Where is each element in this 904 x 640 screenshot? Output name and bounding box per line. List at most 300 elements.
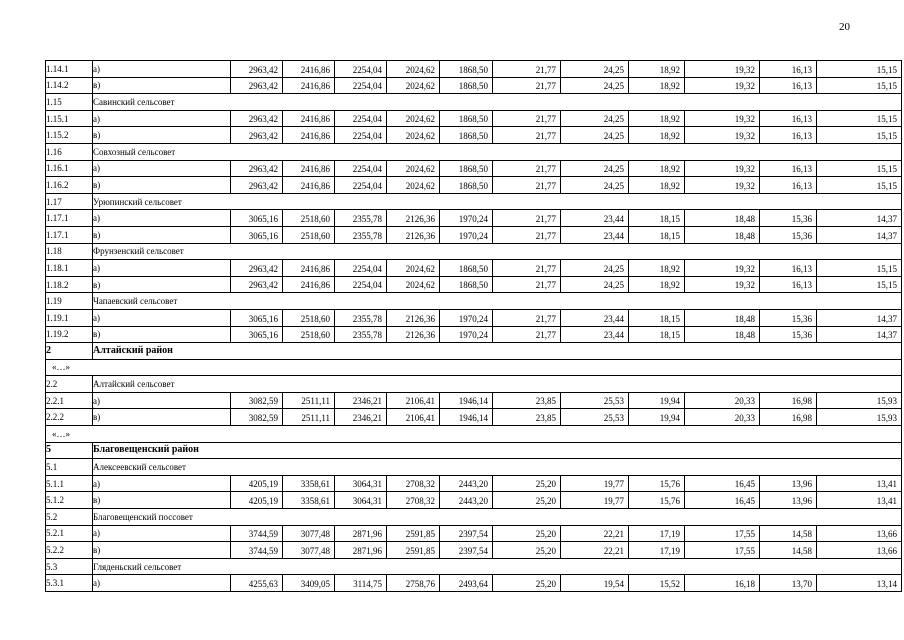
row-label: в): [93, 226, 231, 243]
value-cell: 16,98: [760, 392, 817, 409]
value-cell: 15,93: [817, 409, 902, 426]
table-row: [46, 525, 902, 542]
row-label: в): [93, 77, 231, 94]
value-cell: 20,33: [685, 392, 760, 409]
value-cell: 15,15: [817, 61, 902, 78]
value-cell: 18,92: [629, 127, 685, 144]
row-label: а): [93, 575, 231, 592]
value-cell: 1868,50: [440, 127, 493, 144]
section-header-row: [46, 509, 902, 526]
section-header-row: [46, 243, 902, 260]
value-cell: 2355,78: [335, 326, 387, 343]
row-number: 5.1.1: [46, 475, 93, 492]
value-cell: 14,37: [817, 210, 902, 227]
value-cell: 3114,75: [335, 575, 387, 592]
row-number: 1.19: [46, 293, 93, 310]
row-number: 1.18: [46, 243, 93, 260]
value-cell: 2024,62: [387, 110, 440, 127]
value-cell: 24,25: [561, 77, 629, 94]
row-number: 1.15: [46, 94, 93, 111]
value-cell: 2355,78: [335, 309, 387, 326]
value-cell: 16,13: [760, 61, 817, 78]
value-cell: 21,77: [493, 110, 561, 127]
district-header-row: [46, 442, 902, 459]
section-name: Фрунзенский сельсовет: [93, 243, 902, 260]
value-cell: 23,44: [561, 226, 629, 243]
value-cell: 4205,19: [231, 492, 283, 509]
value-cell: 19,32: [685, 260, 760, 277]
value-cell: 2024,62: [387, 177, 440, 194]
section-name: Алтайский сельсовет: [93, 376, 902, 393]
section-name: Урюпинский сельсовет: [93, 193, 902, 210]
value-cell: 13,66: [817, 542, 902, 559]
value-cell: 2254,04: [335, 61, 387, 78]
value-cell: 2397,54: [440, 525, 493, 542]
table-row: [46, 309, 902, 326]
value-cell: 14,58: [760, 525, 817, 542]
value-cell: 3409,05: [283, 575, 335, 592]
value-cell: 3082,59: [231, 392, 283, 409]
value-cell: 15,36: [760, 326, 817, 343]
value-cell: 2591,85: [387, 542, 440, 559]
section-name: Савинский сельсовет: [93, 94, 902, 111]
district-name: Благовещенский район: [93, 442, 902, 459]
value-cell: 2518,60: [283, 226, 335, 243]
value-cell: 2024,62: [387, 127, 440, 144]
row-number: 1.17.1: [46, 226, 93, 243]
value-cell: 19,32: [685, 276, 760, 293]
row-number: 1.18.2: [46, 276, 93, 293]
row-number: 5.2: [46, 509, 93, 526]
value-cell: 13,70: [760, 575, 817, 592]
value-cell: 18,15: [629, 226, 685, 243]
table-row: [46, 409, 902, 426]
row-number: 1.16.2: [46, 177, 93, 194]
value-cell: 24,25: [561, 160, 629, 177]
value-cell: 2511,11: [283, 409, 335, 426]
value-cell: 2493,64: [440, 575, 493, 592]
row-label: а): [93, 110, 231, 127]
value-cell: 14,37: [817, 309, 902, 326]
district-header-row: [46, 343, 902, 360]
value-cell: 19,94: [629, 409, 685, 426]
value-cell: 2416,86: [283, 276, 335, 293]
value-cell: 1970,24: [440, 210, 493, 227]
row-number: 1.18.1: [46, 260, 93, 277]
row-number: 1.14.2: [46, 77, 93, 94]
row-number: 5.3.1: [46, 575, 93, 592]
table-row: [46, 77, 902, 94]
value-cell: 18,48: [685, 309, 760, 326]
table-row: [46, 392, 902, 409]
row-label: в): [93, 177, 231, 194]
row-number: 2.2: [46, 376, 93, 393]
value-cell: 14,37: [817, 226, 902, 243]
district-name: Алтайский район: [93, 343, 902, 360]
value-cell: 19,32: [685, 61, 760, 78]
value-cell: 16,98: [760, 409, 817, 426]
value-cell: 2591,85: [387, 525, 440, 542]
value-cell: 21,77: [493, 160, 561, 177]
value-cell: 1868,50: [440, 260, 493, 277]
value-cell: 25,20: [493, 525, 561, 542]
value-cell: 15,52: [629, 575, 685, 592]
table-row: [46, 326, 902, 343]
value-cell: 3065,16: [231, 309, 283, 326]
value-cell: 2416,86: [283, 61, 335, 78]
value-cell: 18,15: [629, 326, 685, 343]
value-cell: 1970,24: [440, 326, 493, 343]
row-label: а): [93, 160, 231, 177]
value-cell: 16,45: [685, 492, 760, 509]
value-cell: 16,18: [685, 575, 760, 592]
value-cell: 18,92: [629, 61, 685, 78]
value-cell: 18,92: [629, 276, 685, 293]
value-cell: 3064,31: [335, 475, 387, 492]
value-cell: 15,15: [817, 127, 902, 144]
value-cell: 2518,60: [283, 309, 335, 326]
value-cell: 4255,63: [231, 575, 283, 592]
value-cell: 22,21: [561, 525, 629, 542]
value-cell: 23,85: [493, 409, 561, 426]
value-cell: 13,96: [760, 492, 817, 509]
value-cell: 1946,14: [440, 409, 493, 426]
value-cell: 15,76: [629, 475, 685, 492]
value-cell: 13,41: [817, 475, 902, 492]
value-cell: 16,13: [760, 276, 817, 293]
value-cell: 2708,32: [387, 492, 440, 509]
value-cell: 2871,96: [335, 525, 387, 542]
value-cell: 18,92: [629, 110, 685, 127]
value-cell: 23,44: [561, 309, 629, 326]
value-cell: 16,13: [760, 127, 817, 144]
tariff-table: [45, 60, 902, 592]
row-number: 2.2.2: [46, 409, 93, 426]
value-cell: 18,15: [629, 210, 685, 227]
value-cell: 19,32: [685, 110, 760, 127]
table-row: [46, 110, 902, 127]
value-cell: 2963,42: [231, 77, 283, 94]
value-cell: 21,77: [493, 210, 561, 227]
table-row: [46, 575, 902, 592]
value-cell: 24,25: [561, 127, 629, 144]
value-cell: 18,92: [629, 77, 685, 94]
value-cell: 17,55: [685, 525, 760, 542]
value-cell: 3077,48: [283, 542, 335, 559]
value-cell: 3744,59: [231, 542, 283, 559]
omission-row: [46, 359, 902, 376]
value-cell: 17,19: [629, 525, 685, 542]
value-cell: 2254,04: [335, 77, 387, 94]
row-number: 5.2.1: [46, 525, 93, 542]
value-cell: 2346,21: [335, 392, 387, 409]
value-cell: 24,25: [561, 276, 629, 293]
row-number: 1.15.2: [46, 127, 93, 144]
value-cell: 16,13: [760, 177, 817, 194]
value-cell: 2126,36: [387, 309, 440, 326]
value-cell: 14,37: [817, 326, 902, 343]
row-label: в): [93, 409, 231, 426]
page-number: 20: [839, 21, 850, 33]
row-label: в): [93, 492, 231, 509]
value-cell: 2518,60: [283, 326, 335, 343]
row-label: а): [93, 210, 231, 227]
section-name: Благовещенский поссовет: [93, 509, 902, 526]
value-cell: 15,15: [817, 276, 902, 293]
value-cell: 23,44: [561, 210, 629, 227]
value-cell: 16,13: [760, 160, 817, 177]
table-row: [46, 177, 902, 194]
value-cell: 15,15: [817, 77, 902, 94]
value-cell: 3082,59: [231, 409, 283, 426]
omission-row: [46, 426, 902, 443]
value-cell: 15,15: [817, 160, 902, 177]
row-number: 1.17.1: [46, 210, 93, 227]
table-row: [46, 492, 902, 509]
value-cell: 2024,62: [387, 77, 440, 94]
value-cell: 2416,86: [283, 177, 335, 194]
table-row: [46, 475, 902, 492]
value-cell: 19,94: [629, 392, 685, 409]
value-cell: 15,15: [817, 110, 902, 127]
row-number: 1.19.1: [46, 309, 93, 326]
row-label: а): [93, 475, 231, 492]
value-cell: 2126,36: [387, 326, 440, 343]
section-name: Совхозный сельсовет: [93, 143, 902, 160]
value-cell: 16,13: [760, 110, 817, 127]
value-cell: 2254,04: [335, 160, 387, 177]
value-cell: 1868,50: [440, 61, 493, 78]
row-label: а): [93, 309, 231, 326]
omission-marker: «…»: [46, 426, 902, 443]
value-cell: 2443,20: [440, 492, 493, 509]
value-cell: 3065,16: [231, 226, 283, 243]
table-row: [46, 542, 902, 559]
section-header-row: [46, 143, 902, 160]
section-header-row: [46, 293, 902, 310]
value-cell: 20,33: [685, 409, 760, 426]
value-cell: 2416,86: [283, 160, 335, 177]
row-label: в): [93, 326, 231, 343]
value-cell: 15,76: [629, 492, 685, 509]
row-label: в): [93, 127, 231, 144]
value-cell: 2254,04: [335, 110, 387, 127]
value-cell: 23,44: [561, 326, 629, 343]
value-cell: 2024,62: [387, 61, 440, 78]
value-cell: 3065,16: [231, 326, 283, 343]
value-cell: 15,36: [760, 226, 817, 243]
value-cell: 18,92: [629, 260, 685, 277]
value-cell: 1868,50: [440, 77, 493, 94]
value-cell: 2355,78: [335, 226, 387, 243]
section-header-row: [46, 376, 902, 393]
value-cell: 2024,62: [387, 276, 440, 293]
value-cell: 1868,50: [440, 110, 493, 127]
value-cell: 18,48: [685, 226, 760, 243]
value-cell: 15,36: [760, 309, 817, 326]
value-cell: 2126,36: [387, 210, 440, 227]
table-row: [46, 160, 902, 177]
value-cell: 2254,04: [335, 127, 387, 144]
value-cell: 18,15: [629, 309, 685, 326]
table-row: [46, 260, 902, 277]
value-cell: 17,55: [685, 542, 760, 559]
value-cell: 2355,78: [335, 210, 387, 227]
value-cell: 1868,50: [440, 160, 493, 177]
value-cell: 17,19: [629, 542, 685, 559]
value-cell: 3064,31: [335, 492, 387, 509]
value-cell: 2963,42: [231, 127, 283, 144]
value-cell: 2254,04: [335, 260, 387, 277]
value-cell: 19,32: [685, 160, 760, 177]
value-cell: 2708,32: [387, 475, 440, 492]
value-cell: 16,13: [760, 260, 817, 277]
value-cell: 19,32: [685, 177, 760, 194]
value-cell: 25,53: [561, 409, 629, 426]
row-number: 5.3: [46, 558, 93, 575]
value-cell: 2963,42: [231, 276, 283, 293]
row-number: 1.16.1: [46, 160, 93, 177]
value-cell: 2106,41: [387, 409, 440, 426]
value-cell: 25,53: [561, 392, 629, 409]
row-number: 1.14.1: [46, 61, 93, 78]
value-cell: 19,77: [561, 492, 629, 509]
value-cell: 2963,42: [231, 160, 283, 177]
value-cell: 22,21: [561, 542, 629, 559]
value-cell: 13,14: [817, 575, 902, 592]
value-cell: 2871,96: [335, 542, 387, 559]
value-cell: 21,77: [493, 226, 561, 243]
value-cell: 2416,86: [283, 127, 335, 144]
value-cell: 2963,42: [231, 260, 283, 277]
value-cell: 2126,36: [387, 226, 440, 243]
value-cell: 19,77: [561, 475, 629, 492]
value-cell: 2518,60: [283, 210, 335, 227]
value-cell: 2416,86: [283, 110, 335, 127]
value-cell: 18,48: [685, 326, 760, 343]
row-number: 1.17: [46, 193, 93, 210]
value-cell: 3358,61: [283, 492, 335, 509]
value-cell: 21,77: [493, 61, 561, 78]
section-header-row: [46, 193, 902, 210]
value-cell: 21,77: [493, 77, 561, 94]
value-cell: 1868,50: [440, 177, 493, 194]
value-cell: 21,77: [493, 276, 561, 293]
value-cell: 15,36: [760, 210, 817, 227]
table-row: [46, 276, 902, 293]
value-cell: 24,25: [561, 260, 629, 277]
section-header-row: [46, 558, 902, 575]
table-row: [46, 61, 902, 78]
value-cell: 15,93: [817, 392, 902, 409]
value-cell: 21,77: [493, 309, 561, 326]
section-name: Чапаевский сельсовет: [93, 293, 902, 310]
value-cell: 2106,41: [387, 392, 440, 409]
table-body: [46, 61, 902, 592]
row-label: в): [93, 276, 231, 293]
value-cell: 2963,42: [231, 177, 283, 194]
value-cell: 3744,59: [231, 525, 283, 542]
value-cell: 2758,76: [387, 575, 440, 592]
row-number: 1.19.2: [46, 326, 93, 343]
value-cell: 2397,54: [440, 542, 493, 559]
value-cell: 2443,20: [440, 475, 493, 492]
value-cell: 13,66: [817, 525, 902, 542]
value-cell: 15,15: [817, 177, 902, 194]
table-row: [46, 226, 902, 243]
row-number: 5: [46, 442, 93, 459]
value-cell: 18,92: [629, 160, 685, 177]
value-cell: 21,77: [493, 177, 561, 194]
value-cell: 13,96: [760, 475, 817, 492]
value-cell: 21,77: [493, 260, 561, 277]
row-number: 2.2.1: [46, 392, 93, 409]
value-cell: 13,41: [817, 492, 902, 509]
value-cell: 2254,04: [335, 177, 387, 194]
omission-marker: «…»: [46, 359, 902, 376]
value-cell: 19,54: [561, 575, 629, 592]
value-cell: 21,77: [493, 127, 561, 144]
value-cell: 2024,62: [387, 160, 440, 177]
value-cell: 2416,86: [283, 77, 335, 94]
value-cell: 24,25: [561, 177, 629, 194]
value-cell: 3077,48: [283, 525, 335, 542]
table-row: [46, 210, 902, 227]
value-cell: 25,20: [493, 542, 561, 559]
value-cell: 2416,86: [283, 260, 335, 277]
row-number: 5.1: [46, 459, 93, 476]
section-header-row: [46, 94, 902, 111]
value-cell: 1868,50: [440, 276, 493, 293]
value-cell: 2511,11: [283, 392, 335, 409]
value-cell: 19,32: [685, 127, 760, 144]
value-cell: 16,45: [685, 475, 760, 492]
value-cell: 2346,21: [335, 409, 387, 426]
value-cell: 18,92: [629, 177, 685, 194]
row-number: 5.1.2: [46, 492, 93, 509]
row-label: а): [93, 61, 231, 78]
value-cell: 2024,62: [387, 260, 440, 277]
section-header-row: [46, 459, 902, 476]
row-number: 1.15.1: [46, 110, 93, 127]
value-cell: 23,85: [493, 392, 561, 409]
value-cell: 2963,42: [231, 61, 283, 78]
row-label: а): [93, 525, 231, 542]
value-cell: 2254,04: [335, 276, 387, 293]
row-label: а): [93, 392, 231, 409]
value-cell: 25,20: [493, 475, 561, 492]
value-cell: 25,20: [493, 492, 561, 509]
row-label: в): [93, 542, 231, 559]
row-number: 1.16: [46, 143, 93, 160]
row-label: а): [93, 260, 231, 277]
value-cell: 4205,19: [231, 475, 283, 492]
value-cell: 3065,16: [231, 210, 283, 227]
value-cell: 25,20: [493, 575, 561, 592]
section-name: Гляденьский сельсовет: [93, 558, 902, 575]
value-cell: 19,32: [685, 77, 760, 94]
table-row: [46, 127, 902, 144]
value-cell: 1946,14: [440, 392, 493, 409]
value-cell: 21,77: [493, 326, 561, 343]
value-cell: 24,25: [561, 61, 629, 78]
value-cell: 1970,24: [440, 226, 493, 243]
row-number: 5.2.2: [46, 542, 93, 559]
value-cell: 16,13: [760, 77, 817, 94]
value-cell: 1970,24: [440, 309, 493, 326]
value-cell: 3358,61: [283, 475, 335, 492]
value-cell: 15,15: [817, 260, 902, 277]
